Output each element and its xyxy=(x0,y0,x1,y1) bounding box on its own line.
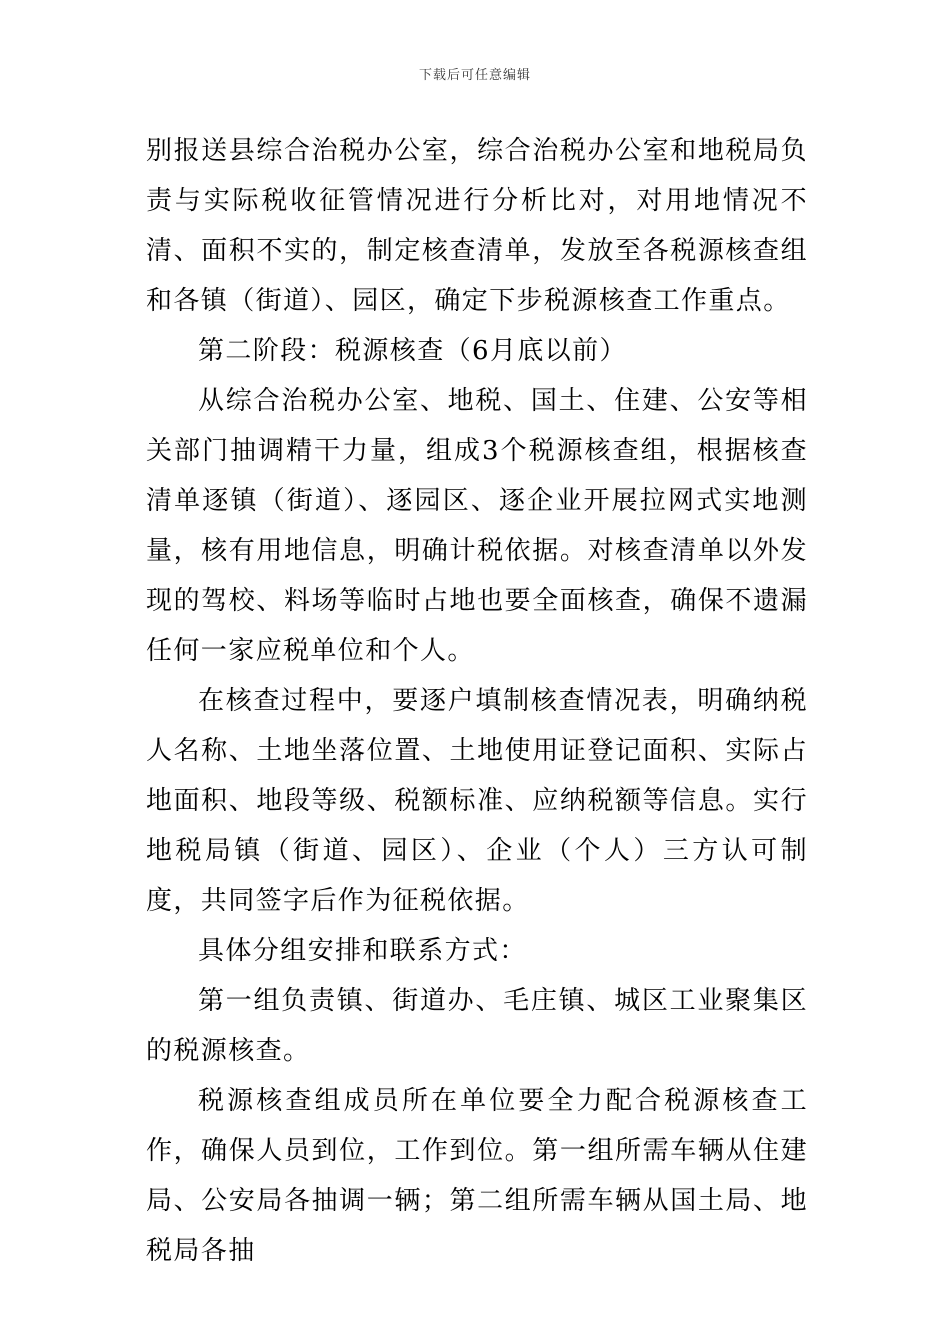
paragraph-continuation: 别报送县综合治税办公室，综合治税办公室和地税局负责与实际税收征管情况进行分析比对，对用地情况不清、面积不实的，制定核查清单，发放至各税源核查组和各镇（街道）、园区，确定下步税源核查工作重点。 xyxy=(146,136,808,316)
paragraph-group-arrangement: 具体分组安排和联系方式： xyxy=(198,936,527,966)
paragraph-verification-process: 在核查过程中，要逐户填制核查情况表，明确纳税人名称、土地坐落位置、土地使用证登记面积、实际占地面积、地段等级、税额标准、应纳税额等信息。实行地税局镇（街道、园区）、企业（个人）三方认可制度，共同签字后作为征税依据。 xyxy=(146,686,808,916)
document-body xyxy=(146,126,808,1276)
paragraph-group-one: 第一组负责镇、街道办、毛庄镇、城区工业聚集区的税源核查。 xyxy=(146,986,808,1066)
paragraph-cooperation: 税源核查组成员所在单位要全力配合税源核查工作，确保人员到位，工作到位。第一组所需车辆从住建局、公安局各抽调一辆；第二组所需车辆从国土局、地税局各抽 xyxy=(146,1086,808,1266)
paragraph-stage-heading: 第二阶段：税源核查（6月底以前） xyxy=(198,336,627,366)
page-header: 下载后可任意编辑 xyxy=(418,68,531,83)
paragraph-team-formation: 从综合治税办公室、地税、国土、住建、公安等相关部门抽调精干力量，组成3个税源核查组，根据核查清单逐镇（街道）、逐园区、逐企业开展拉网式实地测量，核有用地信息，明确计税依据。对核查清单以外发现的驾校、料场等临时占地也要全面核查，确保不遗漏任何一家应税单位和个人。 xyxy=(146,386,808,666)
